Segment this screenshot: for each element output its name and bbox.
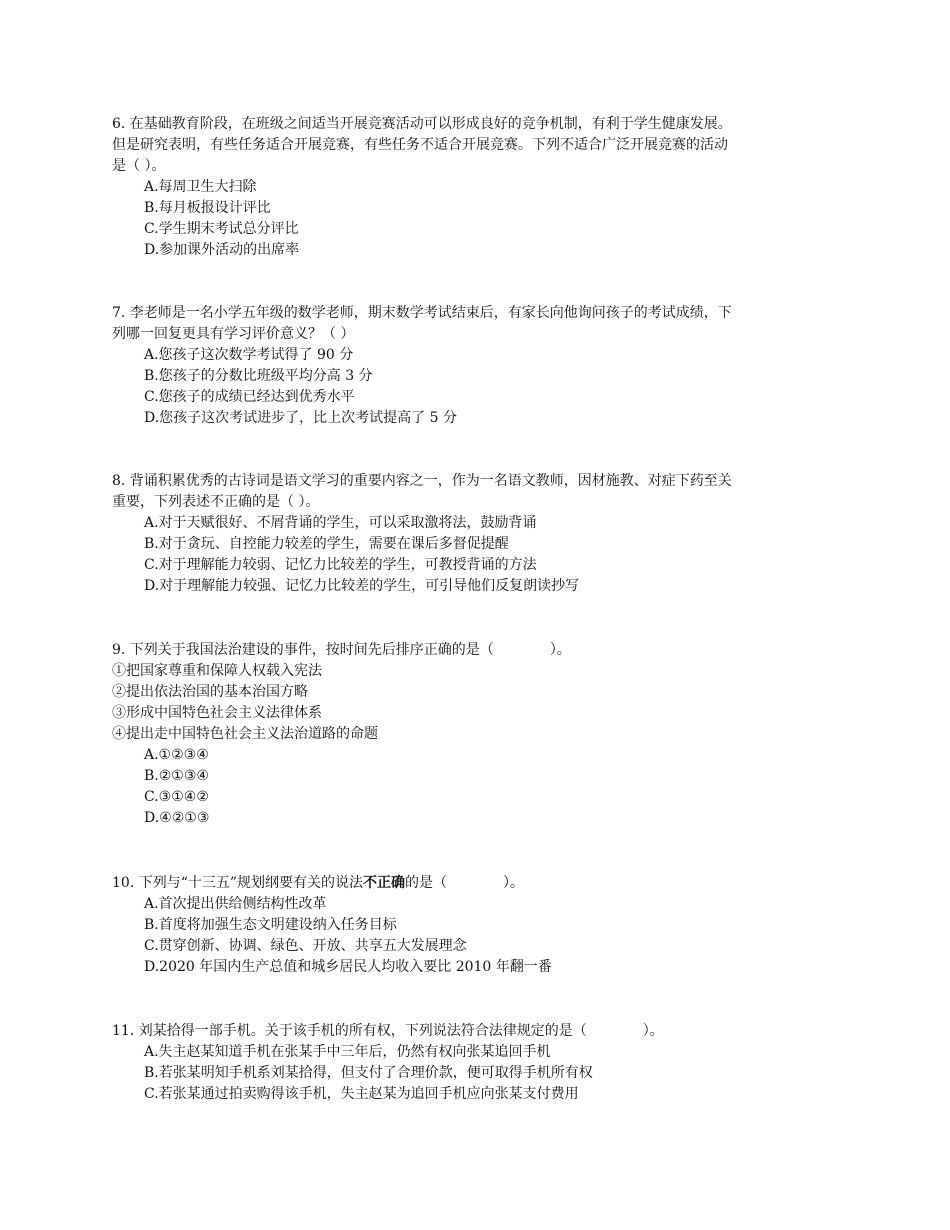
statement-item: ①把国家尊重和保障人权载入宪法: [112, 663, 322, 679]
option-c: C.您孩子的成绩已经达到优秀水平: [144, 389, 355, 405]
option-c: C.③①④②: [144, 789, 209, 805]
option-c: C.学生期末考试总分评比: [144, 221, 299, 237]
question-9: [112, 640, 842, 829]
question-stem-text: 11. 刘某拾得一部手机。关于该手机的所有权，下列说法符合法律规定的是（: [112, 1023, 587, 1039]
option-a: A.每周卫生大扫除: [144, 179, 257, 195]
question-stem-text: ）。: [549, 642, 571, 658]
question-stem-line: 重要，下列表述不正确的是（ ）。: [112, 494, 320, 510]
question-stem-line: 是（ ）。: [112, 158, 166, 174]
option-a: A.您孩子这次数学考试得了 90 分: [144, 347, 354, 363]
question-stem-line: 7. 李老师是一名小学五年级的数学老师，期末数学考试结束后，有家长向他询问孩子的考试成绩，下: [112, 305, 732, 321]
option-b: B.若张某明知手机系刘某拾得，但支付了合理价款，便可取得手机所有权: [144, 1065, 593, 1081]
question-11: [112, 1021, 842, 1105]
statement-item: ③形成中国特色社会主义法律体系: [112, 705, 322, 721]
question-stem-text: 9. 下列关于我国法治建设的事件，按时间先后排序正确的是（: [112, 642, 494, 658]
question-stem-text: ）。: [503, 875, 525, 891]
question-stem-line: 8. 背诵积累优秀的古诗词是语文学习的重要内容之一，作为一名语文教师，因材施教、对症下药至关: [112, 473, 732, 489]
option-d: D.您孩子这次考试进步了，比上次考试提高了 5 分: [144, 410, 457, 426]
question-stem-line: 但是研究表明，有些任务适合开展竞赛，有些任务不适合开展竞赛。下列不适合广泛开展竞赛的活动: [112, 137, 728, 153]
option-b: B.②①③④: [144, 768, 209, 784]
question-10: [112, 873, 842, 978]
option-c: C.贯穿创新、协调、绿色、开放、共享五大发展理念: [144, 938, 467, 954]
question-stem-text: ）。: [642, 1023, 664, 1039]
question-stem-line: [112, 1021, 842, 1042]
option-a: A.①②③④: [144, 747, 209, 763]
emphasis-text: 不正确: [363, 875, 406, 891]
question-stem-line: 6. 在基础教育阶段，在班级之间适当开展竞赛活动可以形成良好的竞争机制，有利于学生健康发展。: [112, 116, 732, 132]
statement-item: ④提出走中国特色社会主义法治道路的命题: [112, 726, 378, 742]
question-8: [112, 471, 842, 597]
option-d: D.对于理解能力较强、记忆力比较差的学生，可引导他们反复朗读抄写: [144, 578, 580, 594]
option-c: C.对于理解能力较弱、记忆力比较差的学生，可教授背诵的方法: [144, 557, 537, 573]
option-d: D.参加课外活动的出席率: [144, 242, 300, 258]
option-b: B.每月板报设计评比: [144, 200, 271, 216]
question-stem-text: 的是（: [405, 875, 448, 891]
option-a: A.对于天赋很好、不屑背诵的学生，可以采取激将法，鼓励背诵: [144, 515, 537, 531]
option-c: C.若张某通过拍卖购得该手机，失主赵某为追回手机应向张某支付费用: [144, 1086, 579, 1102]
question-6: [112, 114, 842, 261]
question-stem-line: [112, 873, 842, 894]
option-a: A.首次提出供给侧结构性改革: [144, 896, 327, 912]
question-stem-text: 10. 下列与“十三五”规划纲要有关的说法: [112, 875, 364, 891]
option-b: B.对于贪玩、自控能力较差的学生，需要在课后多督促提醒: [144, 536, 509, 552]
option-b: B.您孩子的分数比班级平均分高 3 分: [144, 368, 373, 384]
option-b: B.首度将加强生态文明建设纳入任务目标: [144, 917, 397, 933]
question-7: [112, 303, 842, 429]
question-stem-line: 列哪一回复更具有学习评价意义？（ ）: [112, 326, 355, 342]
option-d: D.④②①③: [144, 810, 210, 826]
option-a: A.失主赵某知道手机在张某手中三年后，仍然有权向张某追回手机: [144, 1044, 551, 1060]
statement-item: ②提出依法治国的基本治国方略: [112, 684, 308, 700]
question-stem-line: [112, 640, 842, 661]
option-d: D.2020 年国内生产总值和城乡居民人均收入要比 2010 年翻一番: [144, 959, 552, 975]
